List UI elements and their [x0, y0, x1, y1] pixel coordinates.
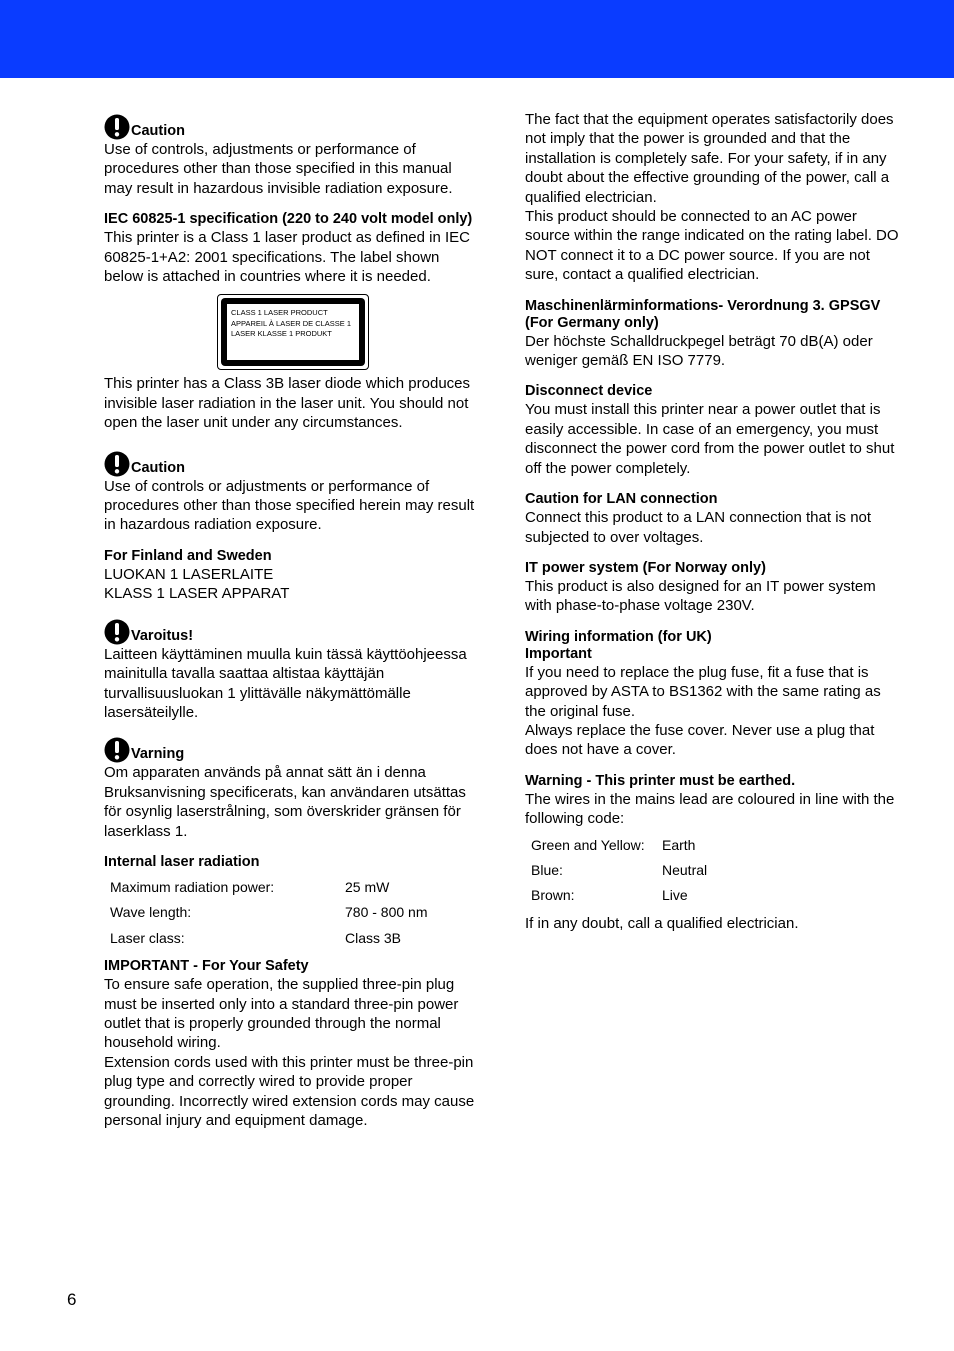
- wire-function: Neutral: [662, 861, 708, 878]
- wire-color-table: [525, 833, 713, 909]
- spec-key: Laser class:: [110, 929, 185, 946]
- iec-heading: IEC 60825-1 specification (220 to 240 volt model only): [104, 211, 473, 228]
- laser-class-label: [217, 294, 369, 370]
- sweden-line: KLASS 1 LASER APPARAT: [104, 585, 290, 603]
- wiring-text: Always replace the fuse cover. Never use a plug that does not have a cover.: [525, 721, 875, 759]
- table-row: [525, 883, 713, 908]
- wire-color: Green and Yellow:: [531, 836, 645, 853]
- exclamation-icon: [104, 619, 130, 645]
- exclamation-icon: [104, 114, 130, 140]
- lan-text: Connect this product to a LAN connection that is not subjected to over voltages.: [525, 509, 872, 546]
- spec-key: Maximum radiation power:: [110, 878, 275, 895]
- header-bar: [0, 0, 954, 78]
- caution-text: Use of controls or adjustments or performance of procedures other than those specified herein may result in hazardous radiation exposure.: [104, 477, 475, 534]
- wire-color: Blue:: [531, 861, 563, 878]
- wiring-subheading: Important: [525, 645, 592, 662]
- right-column: [525, 110, 901, 933]
- caution-label: Caution: [131, 459, 185, 476]
- it-power-heading: IT power system (For Norway only): [525, 559, 766, 576]
- wiring-text: If you need to replace the plug fuse, fit a fuse that is approved by ASTA to BS1362 with the same rating as the original fuse.: [525, 663, 881, 720]
- it-power-text: This product is also designed for an IT power system with phase-to-phase voltage 230V.: [525, 577, 876, 615]
- laser-label-wrap: [104, 294, 482, 370]
- earthed-heading: Warning - This printer must be earthed.: [525, 772, 796, 789]
- class3b-text: This printer has a Class 3B laser diode which produces invisible laser radiation in the laser unit. You should not open the laser unit under any circumstances.: [104, 375, 471, 432]
- wire-color: Brown:: [531, 887, 575, 904]
- noise-heading: Maschinenlärminformations- Verordnung 3. GPSGV (For Germany only): [525, 297, 881, 331]
- spec-value: 25 mW: [345, 878, 390, 895]
- page-number: 6: [67, 1290, 77, 1309]
- caution-label: Caution: [131, 123, 185, 139]
- wire-function: Live: [662, 887, 688, 904]
- spec-value: 780 - 800 nm: [345, 904, 428, 921]
- caution-heading: [104, 451, 482, 477]
- important-heading: IMPORTANT - For Your Safety: [104, 958, 309, 975]
- caution-heading: [104, 114, 482, 140]
- laser-spec-table: [104, 875, 434, 951]
- varoitus-heading: [104, 619, 482, 645]
- finland-line: LUOKAN 1 LASERLAITE: [104, 565, 274, 583]
- important-text: Extension cords used with this printer must be three-pin plug type and correctly wired to provide proper grounding. Incorrectly wired extension cords may cause personal injury and equipment damage.: [104, 1053, 475, 1129]
- important-text: To ensure safe operation, the supplied three-pin plug must be inserted only into a standard three-pin power outlet that is properly grounded through the normal household wiring.: [104, 976, 459, 1052]
- spec-value: Class 3B: [345, 929, 402, 946]
- laser-label-line: LASER KLASSE 1 PRODUKT: [231, 329, 332, 339]
- varoitus-text: Laitteen käyttäminen muulla kuin tässä käyttöohjeessa mainitulla tavalla saattaa altistaa käyttäjän turvallisuusluokan 1 ylittävälle näkymättömälle lasersäteilylle.: [104, 645, 467, 721]
- lan-heading: Caution for LAN connection: [525, 491, 718, 508]
- wire-function: Earth: [662, 836, 696, 853]
- noise-text: Der höchste Schalldruckpegel beträgt 70 dB(A) oder weniger gemäß EN ISO 7779.: [525, 332, 873, 370]
- laser-label-line: APPAREIL À LASER DE CLASSE 1: [231, 318, 352, 328]
- finland-heading: For Finland and Sweden: [104, 547, 272, 564]
- earthed-footer: If in any doubt, call a qualified electrician.: [525, 914, 799, 932]
- iec-text: This printer is a Class 1 laser product as defined in IEC 60825-1+A2: 2001 specifications. The label shown below is attached in countries where it is needed.: [104, 229, 470, 286]
- caution-text: Use of controls, adjustments or performance of procedures other than those specified in this manual may result in hazardous invisible radiation exposure.: [104, 141, 453, 197]
- disconnect-text: You must install this printer near a power outlet that is easily accessible. In case of an emergency, you must disconnect the power cord from the power outlet to shut off the power completely.: [525, 401, 895, 477]
- varning-heading: [104, 737, 482, 763]
- spec-key: Wave length:: [110, 904, 192, 921]
- varning-text: Om apparaten används på annat sätt än i denna Bruksanvisning specificerats, kan användaren utsättas för osynlig laserstrålning, som överskrider gränsen för laserklass 1.: [104, 764, 466, 840]
- ac-power-text: This product should be connected to an AC power source within the range indicated on the rating label. DO NOT connect it to a DC power source. If you are not sure, contact a qualified electrician.: [525, 208, 899, 284]
- varning-label: Varning: [131, 746, 185, 763]
- left-column: [104, 110, 482, 1130]
- varoitus-label: Varoitus!: [131, 627, 194, 644]
- internal-heading: Internal laser radiation: [104, 853, 260, 870]
- laser-label-line: CLASS 1 LASER PRODUCT: [231, 308, 328, 318]
- table-row: [525, 833, 713, 858]
- wiring-heading: Wiring information (for UK): [525, 628, 712, 645]
- table-row: [104, 875, 434, 900]
- table-row: [525, 858, 713, 883]
- exclamation-icon: [104, 737, 130, 763]
- earthed-text: The wires in the mains lead are coloured in line with the following code:: [525, 790, 895, 828]
- table-row: [104, 926, 434, 951]
- exclamation-icon: [104, 451, 130, 477]
- table-row: [104, 900, 434, 925]
- grounding-text: The fact that the equipment operates satisfactorily does not imply that the power is grounded and that the installation is completely safe. For your safety, if in any doubt about the effective grounding of the power, call a qualified electrician.: [525, 111, 894, 206]
- disconnect-heading: Disconnect device: [525, 383, 653, 400]
